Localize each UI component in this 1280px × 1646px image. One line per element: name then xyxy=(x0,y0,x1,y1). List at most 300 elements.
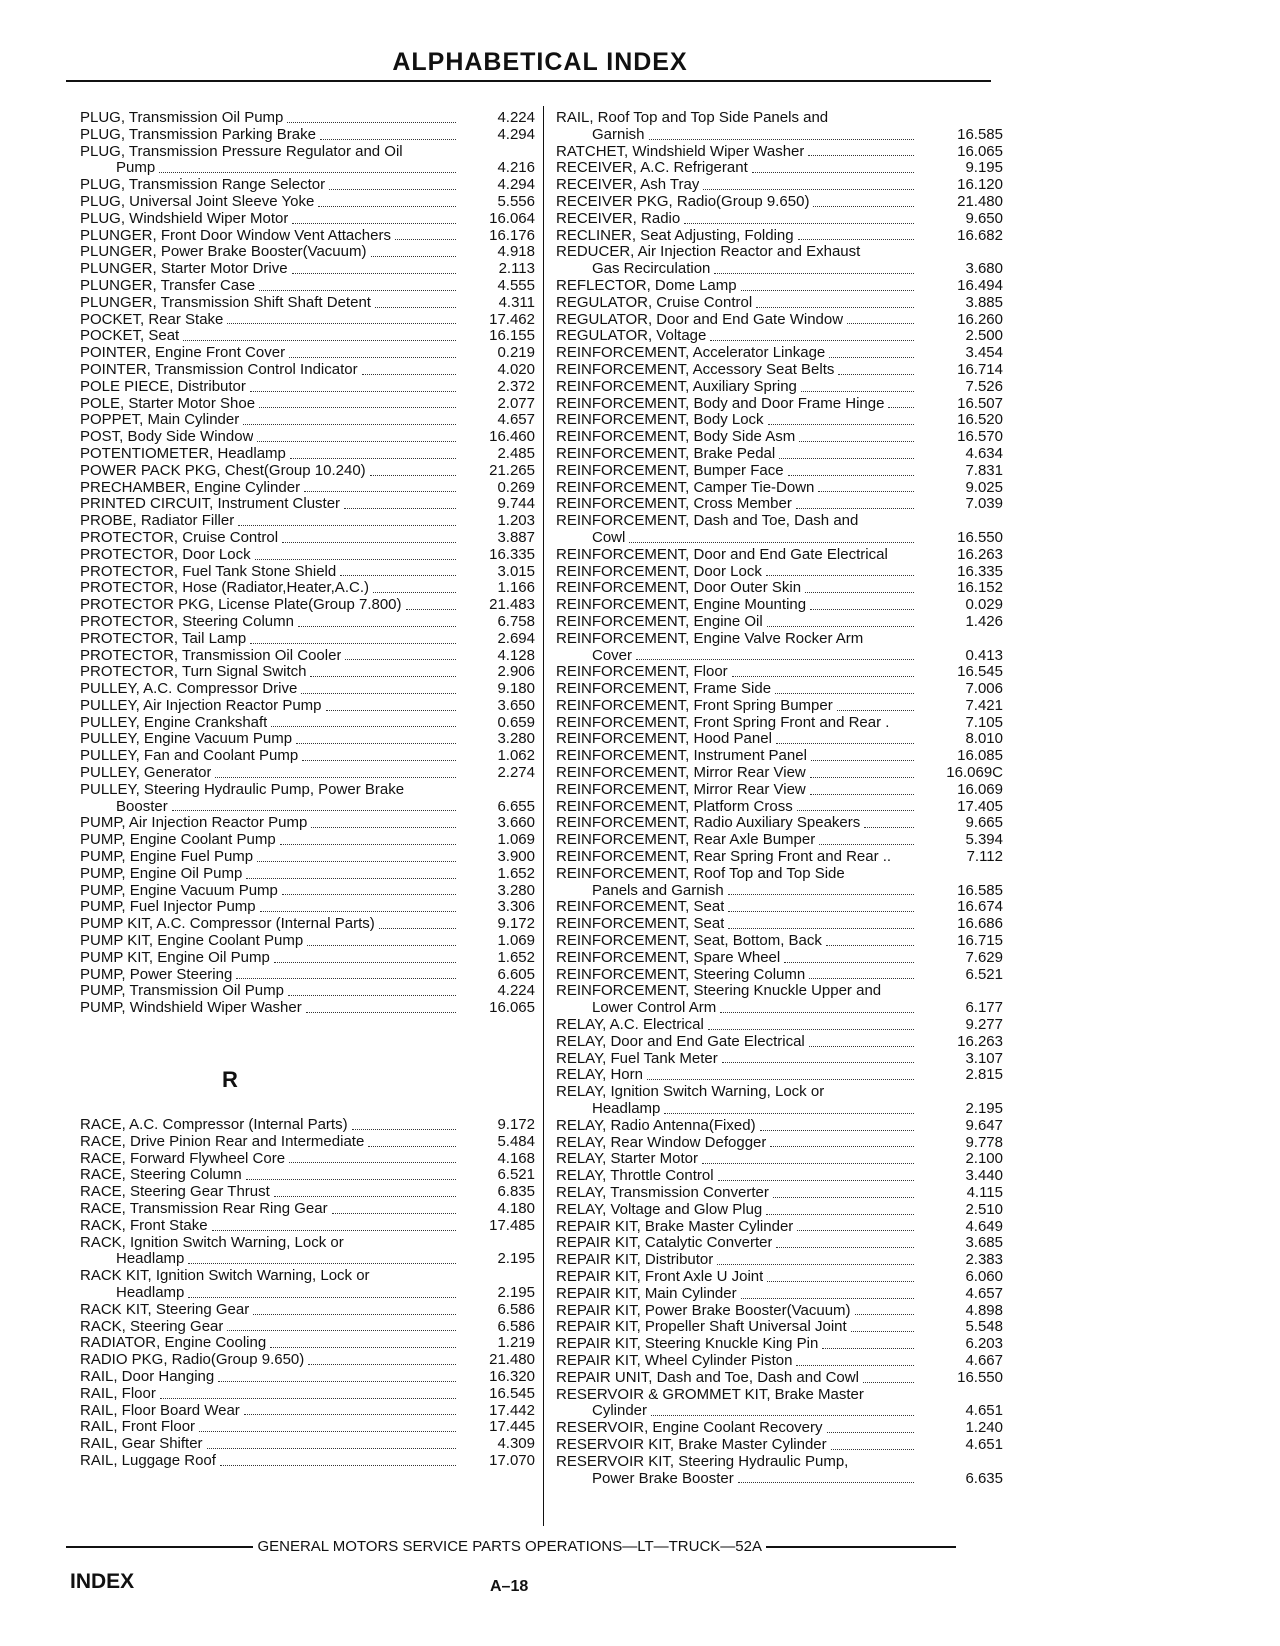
entry-line xyxy=(556,1067,1003,1084)
page-reference: 17.442 xyxy=(489,1401,535,1419)
index-entry xyxy=(556,312,1003,329)
page-reference: 2.906 xyxy=(497,663,535,681)
entry-title: POCKET, Seat xyxy=(80,328,180,345)
dot-leader xyxy=(183,340,456,341)
dot-leader xyxy=(773,1197,914,1198)
index-entry xyxy=(80,748,535,765)
entry-text xyxy=(556,530,918,547)
page-reference: 1.203 xyxy=(497,512,535,530)
dot-leader xyxy=(708,1029,914,1030)
page-reference: 16.155 xyxy=(489,327,535,345)
entry-text xyxy=(556,328,918,345)
entry-line xyxy=(80,194,535,211)
entry-text xyxy=(80,765,460,782)
entry-text xyxy=(80,815,460,832)
entry-title: REINFORCEMENT, Accelerator Linkage xyxy=(556,345,826,362)
entry-title: RADIATOR, Engine Cooling xyxy=(80,1335,267,1352)
page-reference: 1.219 xyxy=(497,1334,535,1352)
entry-line xyxy=(80,160,535,177)
entry-text xyxy=(556,1101,918,1118)
entry-line xyxy=(80,1134,535,1151)
index-entry xyxy=(80,496,535,513)
dot-leader xyxy=(373,592,456,593)
entry-text xyxy=(556,1067,918,1084)
entry-line xyxy=(556,211,1003,228)
index-entry xyxy=(556,799,1003,816)
entry-line xyxy=(80,463,535,480)
page-reference: 2.077 xyxy=(497,394,535,412)
right-column xyxy=(556,110,1003,1487)
entry-title: REINFORCEMENT, Seat, Bottom, Back xyxy=(556,933,822,950)
dot-leader xyxy=(851,1331,914,1332)
dot-leader xyxy=(260,911,456,912)
index-entry xyxy=(556,1051,1003,1068)
entry-line xyxy=(80,832,535,849)
page-reference: 4.224 xyxy=(497,109,535,126)
index-entry xyxy=(556,715,1003,732)
entry-title: PUMP KIT, A.C. Compressor (Internal Parts) xyxy=(80,916,375,933)
entry-text xyxy=(80,396,460,413)
entry-line xyxy=(556,1151,1003,1168)
entry-title: PLUNGER, Front Door Window Vent Attachers xyxy=(80,227,391,244)
dot-leader xyxy=(274,962,456,963)
dot-leader xyxy=(320,139,456,140)
index-entry xyxy=(556,1252,1003,1269)
dot-leader xyxy=(826,945,914,946)
entry-continuation: Headlamp xyxy=(592,1101,661,1118)
index-entry xyxy=(80,849,535,866)
entry-line xyxy=(80,849,535,866)
entry-line xyxy=(80,1319,535,1336)
entry-line xyxy=(80,1218,535,1235)
entry-text xyxy=(556,664,918,681)
entry-line xyxy=(80,614,535,631)
entry-text xyxy=(556,1336,918,1353)
dot-leader xyxy=(822,1348,914,1349)
entry-text xyxy=(556,916,918,933)
index-entry xyxy=(80,1167,535,1184)
entry-title: PLUG, Transmission Range Selector xyxy=(80,177,326,194)
entry-title: PRINTED CIRCUIT, Instrument Cluster xyxy=(80,496,341,513)
entry-text xyxy=(80,1117,460,1134)
index-entry xyxy=(80,211,535,228)
dot-leader xyxy=(212,1230,456,1231)
entry-title: REINFORCEMENT, Front Spring Front and Rear . xyxy=(556,714,890,731)
entry-continuation: Cylinder xyxy=(592,1403,648,1420)
dot-leader xyxy=(808,155,914,156)
entry-title: REINFORCEMENT, Auxiliary Spring xyxy=(556,378,797,395)
dot-leader xyxy=(379,928,456,929)
page-reference: 5.556 xyxy=(497,192,535,210)
index-entry xyxy=(80,1436,535,1453)
entry-text xyxy=(556,815,918,832)
entry-text xyxy=(80,715,460,732)
page-reference: 17.070 xyxy=(489,1451,535,1469)
entry-line xyxy=(556,933,1003,950)
entry-title: RESERVOIR & GROMMET KIT, Brake Master xyxy=(556,1385,864,1403)
entry-title: REINFORCEMENT, Door and End Gate Electrical xyxy=(556,546,888,563)
entry-title: RACK KIT, Ignition Switch Warning, Lock or xyxy=(80,1267,370,1285)
entry-line xyxy=(556,1471,1003,1488)
page-reference: 0.219 xyxy=(497,344,535,362)
entry-title: RAIL, Floor xyxy=(80,1385,156,1402)
entry-text xyxy=(80,698,460,715)
index-entry xyxy=(556,446,1003,463)
entry-text xyxy=(556,1437,918,1454)
entry-line xyxy=(556,328,1003,345)
index-entry xyxy=(556,379,1003,396)
index-entry xyxy=(556,782,1003,799)
dot-leader xyxy=(720,1012,914,1013)
entry-title: REINFORCEMENT, Floor xyxy=(556,664,728,681)
page-reference: 16.585 xyxy=(957,125,1003,143)
index-entry xyxy=(556,110,1003,144)
entry-text xyxy=(556,731,918,748)
index-entry xyxy=(80,782,535,816)
entry-text xyxy=(80,580,460,597)
index-entry xyxy=(556,480,1003,497)
index-entry xyxy=(80,631,535,648)
entry-line xyxy=(556,177,1003,194)
entry-text xyxy=(556,580,918,597)
dot-leader xyxy=(287,122,456,123)
page-reference: 2.694 xyxy=(497,629,535,647)
entry-line xyxy=(80,362,535,379)
dot-leader xyxy=(779,458,914,459)
entry-text xyxy=(80,1218,460,1235)
entry-title: RELAY, Starter Motor xyxy=(556,1151,699,1168)
index-entry xyxy=(80,899,535,916)
index-entry xyxy=(80,815,535,832)
page-reference: 16.263 xyxy=(957,545,1003,563)
entry-title: REINFORCEMENT, Hood Panel xyxy=(556,731,772,748)
entry-line xyxy=(556,1017,1003,1034)
index-entry xyxy=(80,715,535,732)
entry-line xyxy=(556,446,1003,463)
page-reference: 9.778 xyxy=(965,1133,1003,1151)
entry-title: PROTECTOR, Turn Signal Switch xyxy=(80,664,307,681)
left-column xyxy=(80,110,535,1470)
dot-leader xyxy=(308,1364,456,1365)
entry-line xyxy=(80,967,535,984)
entry-title: REPAIR UNIT, Dash and Toe, Dash and Cowl xyxy=(556,1369,859,1386)
dot-leader xyxy=(684,223,914,224)
index-entry xyxy=(556,1118,1003,1135)
dot-leader xyxy=(246,878,456,879)
dot-leader xyxy=(664,1113,914,1114)
entry-line xyxy=(80,631,535,648)
entry-title: REINFORCEMENT, Roof Top and Top Side xyxy=(556,864,845,882)
page-reference: 6.586 xyxy=(497,1317,535,1335)
page-reference: 6.635 xyxy=(965,1469,1003,1487)
entry-title: RESERVOIR KIT, Brake Master Cylinder xyxy=(556,1436,827,1453)
dot-leader xyxy=(370,475,456,476)
entry-line xyxy=(556,698,1003,715)
index-entry xyxy=(80,648,535,665)
index-entry xyxy=(80,446,535,463)
page-reference: 16.176 xyxy=(489,226,535,244)
page-reference: 16.069 xyxy=(957,780,1003,798)
entry-line xyxy=(80,345,535,362)
index-entry xyxy=(556,211,1003,228)
entry-text xyxy=(80,1419,460,1436)
dot-leader xyxy=(307,945,456,946)
dot-leader xyxy=(304,491,456,492)
entry-title: REINFORCEMENT, Seat xyxy=(556,916,725,933)
index-entry xyxy=(556,765,1003,782)
entry-title: REPAIR KIT, Power Brake Booster(Vacuum) xyxy=(556,1302,851,1319)
dot-leader xyxy=(345,659,456,660)
entry-text xyxy=(556,1403,918,1420)
entry-text xyxy=(80,1134,460,1151)
entry-text xyxy=(80,513,460,530)
entry-text xyxy=(556,1135,918,1152)
page-reference: 21.483 xyxy=(489,596,535,614)
entry-title: PUMP, Engine Coolant Pump xyxy=(80,832,276,849)
index-entry xyxy=(80,1201,535,1218)
page-reference: 7.039 xyxy=(965,495,1003,513)
entry-title: PUMP, Engine Fuel Pump xyxy=(80,849,254,866)
right-entries xyxy=(556,110,1003,1487)
dot-leader xyxy=(288,995,456,996)
section-letter-r: R xyxy=(222,1067,238,1093)
page-reference: 9.172 xyxy=(497,915,535,933)
entry-line xyxy=(556,1101,1003,1118)
index-entry xyxy=(80,967,535,984)
index-entry xyxy=(80,1151,535,1168)
entry-text xyxy=(556,1286,918,1303)
entry-text xyxy=(80,950,460,967)
index-entry xyxy=(80,564,535,581)
index-entry xyxy=(556,547,1003,564)
entry-title: RESERVOIR, Engine Coolant Recovery xyxy=(556,1420,823,1437)
entry-text xyxy=(80,564,460,581)
entry-title: PULLEY, Air Injection Reactor Pump xyxy=(80,697,322,714)
index-entry xyxy=(556,463,1003,480)
entry-text xyxy=(80,278,460,295)
entry-text xyxy=(556,1151,918,1168)
page-reference: 2.274 xyxy=(497,764,535,782)
entry-title: PROBE, Radiator Filler xyxy=(80,513,235,530)
entry-text xyxy=(556,1252,918,1269)
entry-title: REINFORCEMENT, Body Side Asm xyxy=(556,429,796,446)
entry-text xyxy=(80,1167,460,1184)
page-reference: 9.172 xyxy=(497,1116,535,1134)
entry-title: REGULATOR, Door and End Gate Window xyxy=(556,311,844,328)
dot-leader xyxy=(766,1214,914,1215)
entry-title: RAIL, Floor Board Wear xyxy=(80,1402,240,1419)
index-entry xyxy=(556,731,1003,748)
entry-title: REINFORCEMENT, Mirror Rear View xyxy=(556,781,806,798)
dot-leader xyxy=(702,1163,914,1164)
entry-text xyxy=(80,631,460,648)
index-entry xyxy=(80,530,535,547)
dot-leader xyxy=(362,374,456,375)
entry-line xyxy=(556,849,1003,866)
entry-text xyxy=(80,832,460,849)
entry-line xyxy=(556,1437,1003,1454)
entry-title: PROTECTOR, Hose (Radiator,Heater,A.C.) xyxy=(80,580,369,597)
entry-title: RACE, Drive Pinion Rear and Intermediate xyxy=(80,1133,365,1150)
entry-text xyxy=(556,412,918,429)
index-entry xyxy=(556,631,1003,665)
dot-leader xyxy=(827,1432,914,1433)
entry-line xyxy=(80,1386,535,1403)
index-entry xyxy=(80,983,535,1000)
page-reference: 3.015 xyxy=(497,562,535,580)
entry-text xyxy=(556,1353,918,1370)
entry-line xyxy=(80,1419,535,1436)
page-reference: 3.685 xyxy=(965,1234,1003,1252)
entry-title: POWER PACK PKG, Chest(Group 10.240) xyxy=(80,462,366,479)
entry-title: PUMP, Fuel Injector Pump xyxy=(80,899,256,916)
page-reference: 4.311 xyxy=(498,293,535,311)
index-entry xyxy=(556,496,1003,513)
page-reference: 16.069C xyxy=(946,764,1003,782)
dot-leader xyxy=(722,1062,914,1063)
entry-line xyxy=(80,564,535,581)
dot-leader xyxy=(340,575,456,576)
footer-line xyxy=(66,1538,956,1555)
entry-text xyxy=(556,1471,918,1488)
dot-leader xyxy=(199,1431,456,1432)
page-reference: 16.085 xyxy=(957,747,1003,765)
index-entry xyxy=(556,597,1003,614)
entry-line xyxy=(556,1135,1003,1152)
entry-title: PLUG, Transmission Pressure Regulator and Oil xyxy=(80,142,403,160)
index-entry xyxy=(80,1319,535,1336)
entry-line xyxy=(556,228,1003,245)
entry-text xyxy=(556,849,918,866)
entry-title: REINFORCEMENT, Door Outer Skin xyxy=(556,580,802,597)
entry-text xyxy=(556,345,918,362)
entry-title: POINTER, Engine Front Cover xyxy=(80,345,286,362)
index-entry xyxy=(556,1084,1003,1118)
page-reference: 4.667 xyxy=(965,1351,1003,1369)
entry-line xyxy=(80,328,535,345)
entry-text xyxy=(80,748,460,765)
page-reference: 1.069 xyxy=(497,932,535,950)
page-reference: 2.195 xyxy=(497,1250,535,1268)
entry-line xyxy=(80,261,535,278)
page-reference: 3.650 xyxy=(497,696,535,714)
page-reference: 3.280 xyxy=(497,881,535,899)
entry-line xyxy=(556,731,1003,748)
dot-leader xyxy=(306,1012,456,1013)
footer-rule-left xyxy=(66,1546,253,1548)
entry-line xyxy=(556,312,1003,329)
index-entry xyxy=(80,614,535,631)
entry-title: RAIL, Door Hanging xyxy=(80,1368,215,1385)
page-reference: 5.548 xyxy=(965,1318,1003,1336)
entry-title: POLE, Starter Motor Shoe xyxy=(80,395,256,412)
index-entry xyxy=(80,244,535,261)
index-entry xyxy=(556,1286,1003,1303)
dot-leader xyxy=(770,1146,914,1147)
entry-title: REINFORCEMENT, Instrument Panel xyxy=(556,748,807,765)
entry-title: REINFORCEMENT, Bumper Face xyxy=(556,462,784,479)
entry-text xyxy=(80,446,460,463)
index-entry xyxy=(556,1034,1003,1051)
entry-line xyxy=(80,295,535,312)
entry-line xyxy=(556,1252,1003,1269)
dot-leader xyxy=(160,1398,456,1399)
entry-text xyxy=(80,194,460,211)
index-entry xyxy=(80,412,535,429)
page-reference: 16.320 xyxy=(489,1367,535,1385)
page-reference: 2.383 xyxy=(965,1251,1003,1269)
entry-line xyxy=(80,1251,535,1268)
index-entry xyxy=(556,1151,1003,1168)
entry-line xyxy=(556,1336,1003,1353)
entry-title: PUMP, Engine Vacuum Pump xyxy=(80,882,278,899)
index-entry xyxy=(80,698,535,715)
dot-leader xyxy=(809,978,914,979)
entry-line xyxy=(80,648,535,665)
index-entry xyxy=(556,328,1003,345)
entry-title: REINFORCEMENT, Cross Member xyxy=(556,496,792,513)
entry-text xyxy=(556,160,918,177)
page-reference: 2.485 xyxy=(497,444,535,462)
index-entry xyxy=(556,1353,1003,1370)
entry-text xyxy=(556,681,918,698)
dot-leader xyxy=(159,172,456,173)
page-reference: 16.686 xyxy=(957,915,1003,933)
dot-leader xyxy=(257,441,456,442)
page-reference: 4.634 xyxy=(965,444,1003,462)
entry-line xyxy=(556,463,1003,480)
entry-text xyxy=(556,1269,918,1286)
index-entry xyxy=(556,1454,1003,1488)
entry-title: REINFORCEMENT, Body Lock xyxy=(556,412,764,429)
page-reference: 0.269 xyxy=(497,478,535,496)
entry-title: PLUNGER, Transmission Shift Shaft Detent xyxy=(80,294,371,311)
entry-line xyxy=(556,144,1003,161)
index-entry xyxy=(80,597,535,614)
index-entry xyxy=(556,933,1003,950)
index-entry xyxy=(556,664,1003,681)
entry-title: RACK KIT, Steering Gear xyxy=(80,1301,250,1318)
dot-leader xyxy=(847,323,914,324)
entry-title: PULLEY, Generator xyxy=(80,765,212,782)
entry-title: PLUG, Transmission Parking Brake xyxy=(80,126,316,143)
index-entry xyxy=(556,1420,1003,1437)
entry-title: REPAIR KIT, Main Cylinder xyxy=(556,1285,737,1302)
entry-line xyxy=(556,1219,1003,1236)
index-entry xyxy=(556,1303,1003,1320)
dot-leader xyxy=(728,928,914,929)
entry-line xyxy=(80,127,535,144)
entry-text xyxy=(556,1051,918,1068)
entry-text xyxy=(80,211,460,228)
dot-leader xyxy=(280,844,456,845)
entry-text xyxy=(80,496,460,513)
entry-title: PROTECTOR PKG, License Plate(Group 7.800) xyxy=(80,597,402,614)
entry-title: RACK, Steering Gear xyxy=(80,1318,224,1335)
entry-title: REPAIR KIT, Brake Master Cylinder xyxy=(556,1218,794,1235)
entry-text xyxy=(556,715,918,732)
entry-title: PLUG, Transmission Oil Pump xyxy=(80,110,284,126)
page-reference: 16.550 xyxy=(957,528,1003,546)
entry-line xyxy=(556,1118,1003,1135)
entry-text xyxy=(80,1352,460,1369)
page-title: ALPHABETICAL INDEX xyxy=(392,48,688,76)
entry-title: PUMP, Transmission Oil Pump xyxy=(80,983,284,1000)
page-reference: 7.006 xyxy=(965,680,1003,698)
index-entry xyxy=(80,463,535,480)
dot-leader xyxy=(270,1347,456,1348)
index-entry xyxy=(556,866,1003,900)
